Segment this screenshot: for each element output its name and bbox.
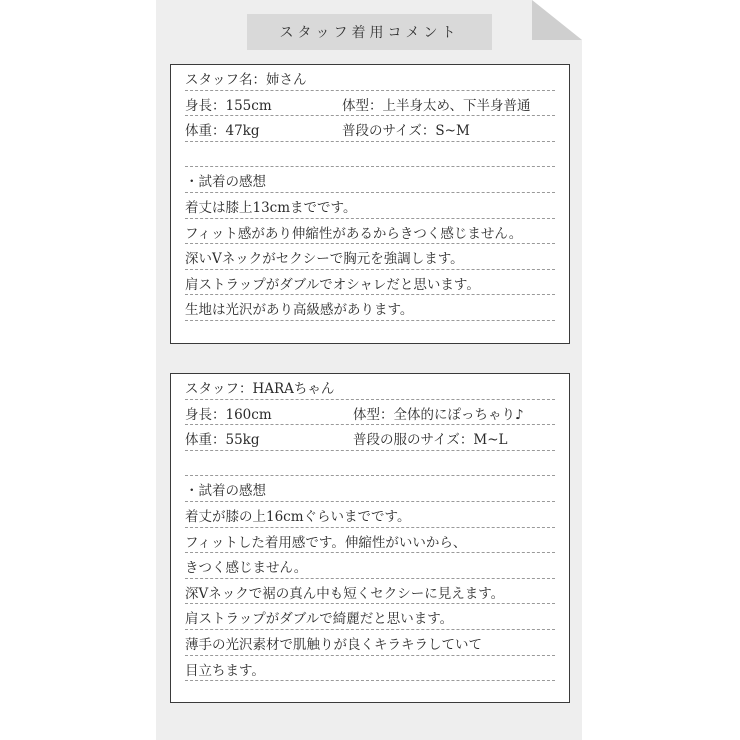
staff-name-row (185, 65, 555, 91)
impression-line: きつく感じません。 (185, 553, 555, 579)
impression-line: 目立ちます。 (185, 656, 555, 682)
blank-row (185, 142, 555, 168)
impression-line: 生地は光沢があり高級感があります。 (185, 295, 555, 321)
folded-corner (532, 0, 582, 40)
impression-line: フィット感があり伸縮性があるからきつく感じません。 (185, 219, 555, 245)
impression-line: 深いVネックがセクシーで胸元を強調します。 (185, 244, 555, 270)
staff-usual-size: 普段の服のサイズ：M~L (353, 432, 508, 449)
impression-line: 肩ストラップがダブルで綺麗だと思います。 (185, 604, 555, 630)
staff-weight: 体重：47kg (185, 123, 260, 140)
height-row (185, 400, 555, 426)
staff-body-type: 体型：上半身太め、下半身普通 (342, 97, 531, 114)
weight-row (185, 425, 555, 451)
staff-name: スタッフ：HARAちゃん (185, 381, 335, 397)
staff-card-2 (170, 373, 570, 703)
impression-line: 薄手の光沢素材で肌触りが良くキラキラしていて (185, 630, 555, 656)
staff-height: 身長：155cm (185, 97, 272, 114)
impression-title: ・試着の感想 (185, 174, 266, 191)
staff-weight: 体重：55kg (185, 432, 260, 449)
blank-row (185, 451, 555, 477)
impression-line: 肩ストラップがダブルでオシャレだと思います。 (185, 270, 555, 296)
weight-row (185, 116, 555, 142)
staff-card-1 (170, 64, 570, 344)
impression-line: 着丈が膝の上16cmぐらいまでです。 (185, 502, 555, 528)
impression-line: 着丈は膝上13cmまでです。 (185, 193, 555, 219)
staff-height: 身長：160cm (185, 406, 272, 423)
impression-title-row (185, 167, 555, 193)
impression-title-row (185, 476, 555, 502)
staff-name: スタッフ名：姉さん (185, 72, 307, 88)
impression-line: 深Vネックで裾の真ん中も短くセクシーに見えます。 (185, 579, 555, 605)
staff-name-row (185, 374, 555, 400)
section-title: スタッフ着用コメント (247, 14, 492, 50)
staff-usual-size: 普段のサイズ：S~M (342, 123, 470, 140)
staff-body-type: 体型：全体的にぽっちゃり♪ (353, 406, 524, 423)
height-row (185, 91, 555, 117)
impression-line: フィットした着用感です。伸縮性がいいから、 (185, 528, 555, 554)
impression-title: ・試着の感想 (185, 483, 266, 500)
